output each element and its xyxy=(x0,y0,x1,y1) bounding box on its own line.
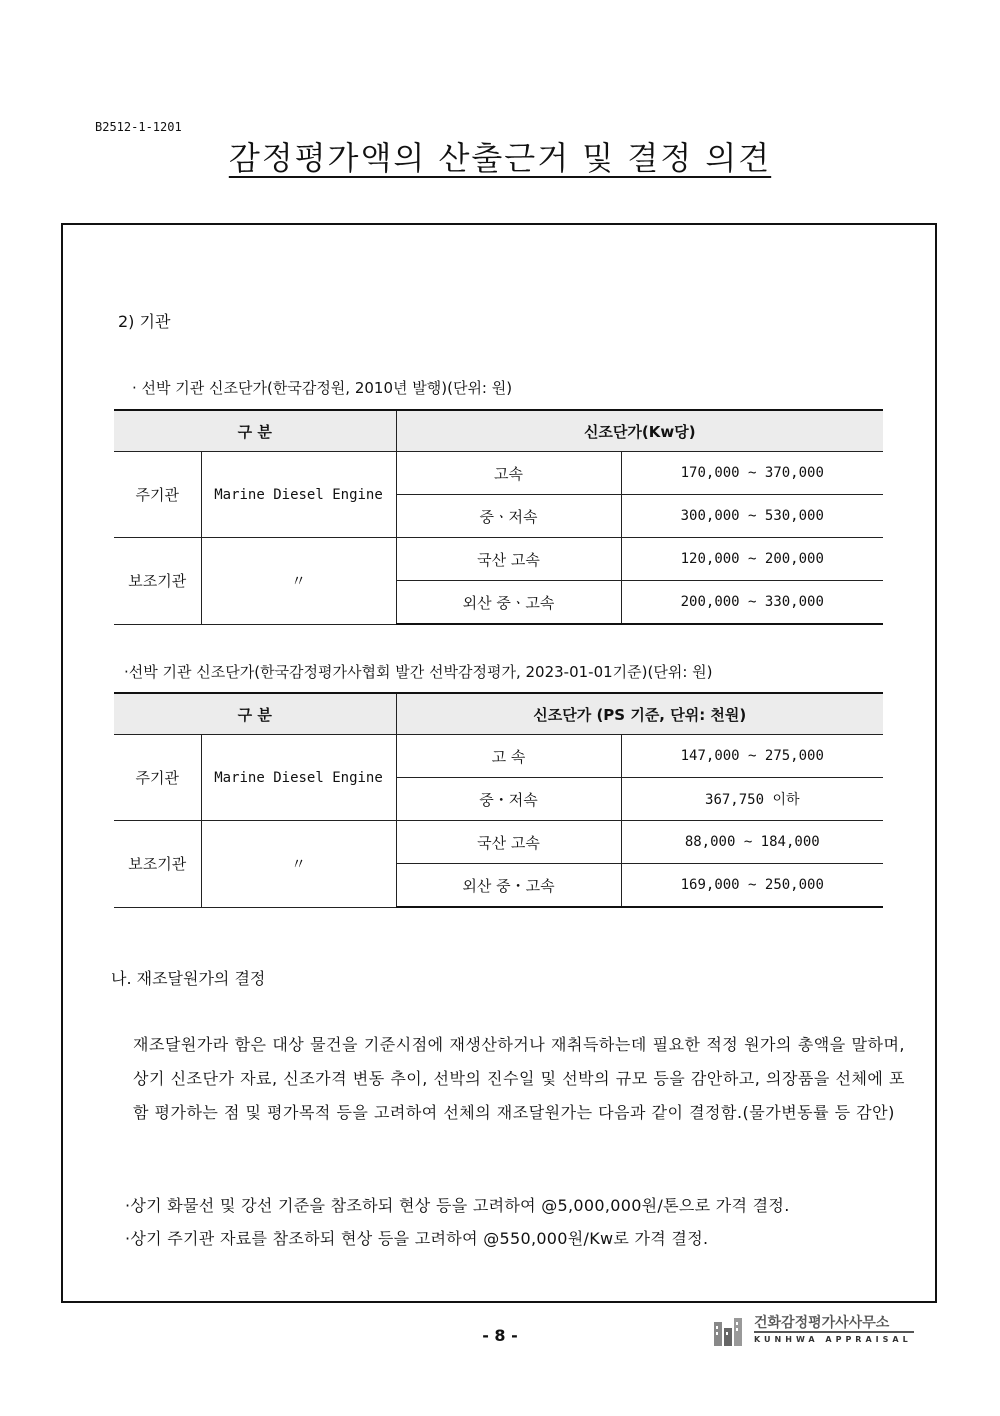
table2-price-cell: 367,750 이하 xyxy=(621,778,883,821)
table2 xyxy=(114,692,883,908)
table2-type-cell: Marine Diesel Engine xyxy=(201,735,396,821)
table1-price-cell: 120,000 ~ 200,000 xyxy=(621,538,883,581)
table2-speed-cell: 국산 고속 xyxy=(396,821,621,864)
table-row xyxy=(114,735,883,778)
table1-header-category: 구 분 xyxy=(114,410,396,452)
table2-caption: ·선박 기관 신조단가(한국감정평가사협회 발간 선박감정평가, 2023-01-01기준)(단위: 원) xyxy=(124,663,713,681)
table2-type-cell: 〃 xyxy=(201,821,396,908)
table2-price-cell: 169,000 ~ 250,000 xyxy=(621,864,883,908)
table2-header-price: 신조단가 (PS 기준, 단위: 천원) xyxy=(396,693,883,735)
decision-paragraph: 재조달원가라 함은 대상 물건을 기준시점에 재생산하거나 재취득하는데 필요한 적정 원가의 총액을 말하며, 상기 신조단가 자료, 신조가격 변동 추이, 선박의 진수일 및 선박의 규모 등을 감안하고, 의장품을 선체에 포함 평가하는 점 및 평가목적 등을 고려하여 선체의 재조달원가는 다음과 같이 결정함.(물가변동률 등 감안) xyxy=(133,1035,905,1122)
table2-speed-cell: 중・저속 xyxy=(396,778,621,821)
table1-type-cell: Marine Diesel Engine xyxy=(201,452,396,538)
table1-category-cell: 보조기관 xyxy=(114,538,201,625)
page-number: - 8 - xyxy=(482,1326,518,1345)
table2-price-cell: 88,000 ~ 184,000 xyxy=(621,821,883,864)
table-row xyxy=(114,821,883,864)
table1-price-cell: 300,000 ~ 530,000 xyxy=(621,495,883,538)
table1-caption: · 선박 기관 신조단가(한국감정원, 2010년 발행)(단위: 원) xyxy=(132,379,513,397)
decision-bullet-1: ·상기 화물선 및 강선 기준을 참조하되 현상 등을 고려하여 @5,000,000원/톤으로 가격 결정. xyxy=(125,1196,790,1215)
table1-header-price: 신조단가(Kw당) xyxy=(396,410,883,452)
table2-category-cell: 주기관 xyxy=(114,735,201,821)
table2-speed-cell: 외산 중・고속 xyxy=(396,864,621,908)
table1-speed-cell: 중ㆍ저속 xyxy=(396,495,621,538)
section-heading: 2) 기관 xyxy=(118,312,171,331)
table1-price-cell: 170,000 ~ 370,000 xyxy=(621,452,883,495)
page-title-text: 감정평가액의 산출근거 및 결정 의견 xyxy=(228,139,772,177)
logo-subtitle: KUNHWA APPRAISAL xyxy=(754,1335,912,1344)
table2-header-row xyxy=(114,693,883,735)
document-code: B2512-1-1201 xyxy=(95,120,182,134)
table1 xyxy=(114,409,883,625)
table2-category-cell: 보조기관 xyxy=(114,821,201,908)
table1-speed-cell: 고속 xyxy=(396,452,621,495)
logo-name: 건화감정평가사사무소 xyxy=(754,1315,890,1331)
table-row xyxy=(114,452,883,495)
table1-speed-cell: 국산 고속 xyxy=(396,538,621,581)
table2-price-cell: 147,000 ~ 275,000 xyxy=(621,735,883,778)
table1-speed-cell: 외산 중ㆍ고속 xyxy=(396,581,621,625)
table1-type-cell: 〃 xyxy=(201,538,396,625)
table2-speed-cell: 고 속 xyxy=(396,735,621,778)
company-logo xyxy=(712,1312,912,1348)
decision-heading: 나. 재조달원가의 결정 xyxy=(111,969,266,988)
logo-divider xyxy=(754,1331,914,1333)
table2-header-category: 구 분 xyxy=(114,693,396,735)
table1-header-row xyxy=(114,410,883,452)
decision-bullet-2: ·상기 주기관 자료를 참조하되 현상 등을 고려하여 @550,000원/Kw로 가격 결정. xyxy=(125,1229,709,1248)
table1-price-cell: 200,000 ~ 330,000 xyxy=(621,581,883,625)
page-title xyxy=(0,133,1000,179)
table-row xyxy=(114,538,883,581)
building-logo-icon xyxy=(712,1314,750,1348)
table1-category-cell: 주기관 xyxy=(114,452,201,538)
